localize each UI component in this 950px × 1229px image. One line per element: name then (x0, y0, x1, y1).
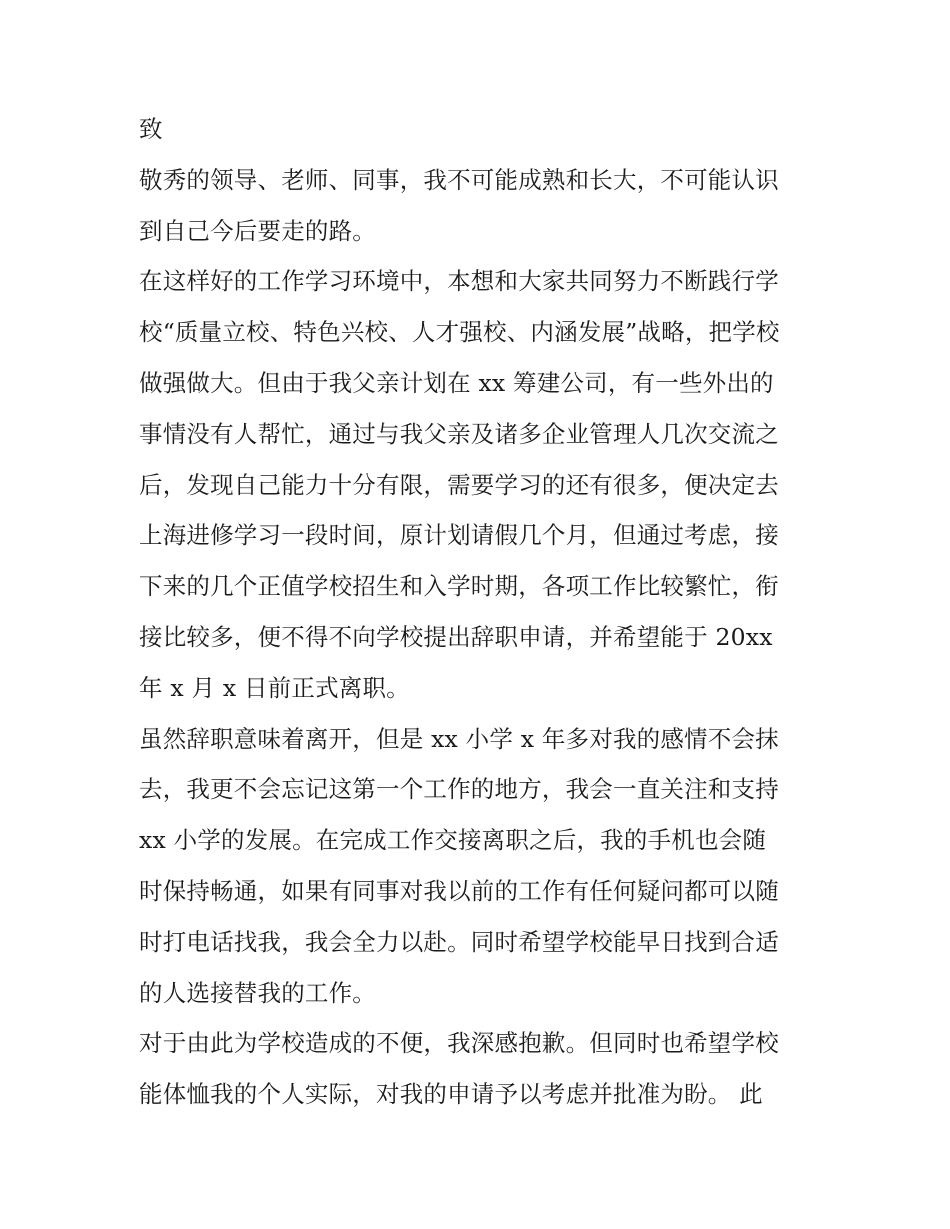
text-line: 做强做大。但由于我父亲计划在 xx 筹建公司，有一些外出的 (139, 368, 774, 397)
text-line: 能体恤我的个人实际，对我的申请予以考虑并批准为盼。 此 (139, 1080, 763, 1109)
text-line: 时保持畅通，如果有同事对我以前的工作有任何疑问都可以随 (139, 876, 779, 905)
text-line: 去，我更不会忘记这第一个工作的地方，我会一直关注和支持 (139, 775, 779, 804)
text-line: 下来的几个正值学校招生和入学时期，各项工作比较繁忙，衔 (139, 572, 779, 601)
text-line: 敬秀的领导、老师、同事，我不可能成熟和长大，不可能认识 (139, 165, 779, 194)
text-line: 事情没有人帮忙，通过与我父亲及诸多企业管理人几次交流之 (139, 419, 779, 448)
text-line: 到自己今后要走的路。 (139, 216, 376, 245)
text-line: 校“质量立校、特色兴校、人才强校、内涵发展”战略，把学校 (139, 318, 780, 347)
text-line: 在这样好的工作学习环境中，本想和大家共同努力不断践行学 (139, 267, 779, 296)
text-line: 对于由此为学校造成的不便，我深感抱歉。但同时也希望学校 (139, 1029, 779, 1058)
text-line: 致 (139, 115, 163, 143)
document-body (139, 104, 819, 1120)
text-line: 上海进修学习一段时间，原计划请假几个月，但通过考虑，接 (139, 521, 779, 550)
text-line: 年 x 月 x 日前正式离职。 (139, 673, 410, 702)
text-line: 后，发现自己能力十分有限，需要学习的还有很多，便决定去 (139, 470, 779, 499)
text-line: 时打电话找我，我会全力以赴。同时希望学校能早日找到合适 (139, 927, 779, 956)
text-line: 虽然辞职意味着离开，但是 xx 小学 x 年多对我的感情不会抹 (139, 724, 779, 753)
text-line: 接比较多，便不得不向学校提出辞职申请，并希望能于 20xx (139, 622, 773, 651)
text-line: 的人选接替我的工作。 (139, 978, 376, 1007)
text-line: xx 小学的发展。在完成工作交接离职之后，我的手机也会随 (139, 826, 767, 855)
